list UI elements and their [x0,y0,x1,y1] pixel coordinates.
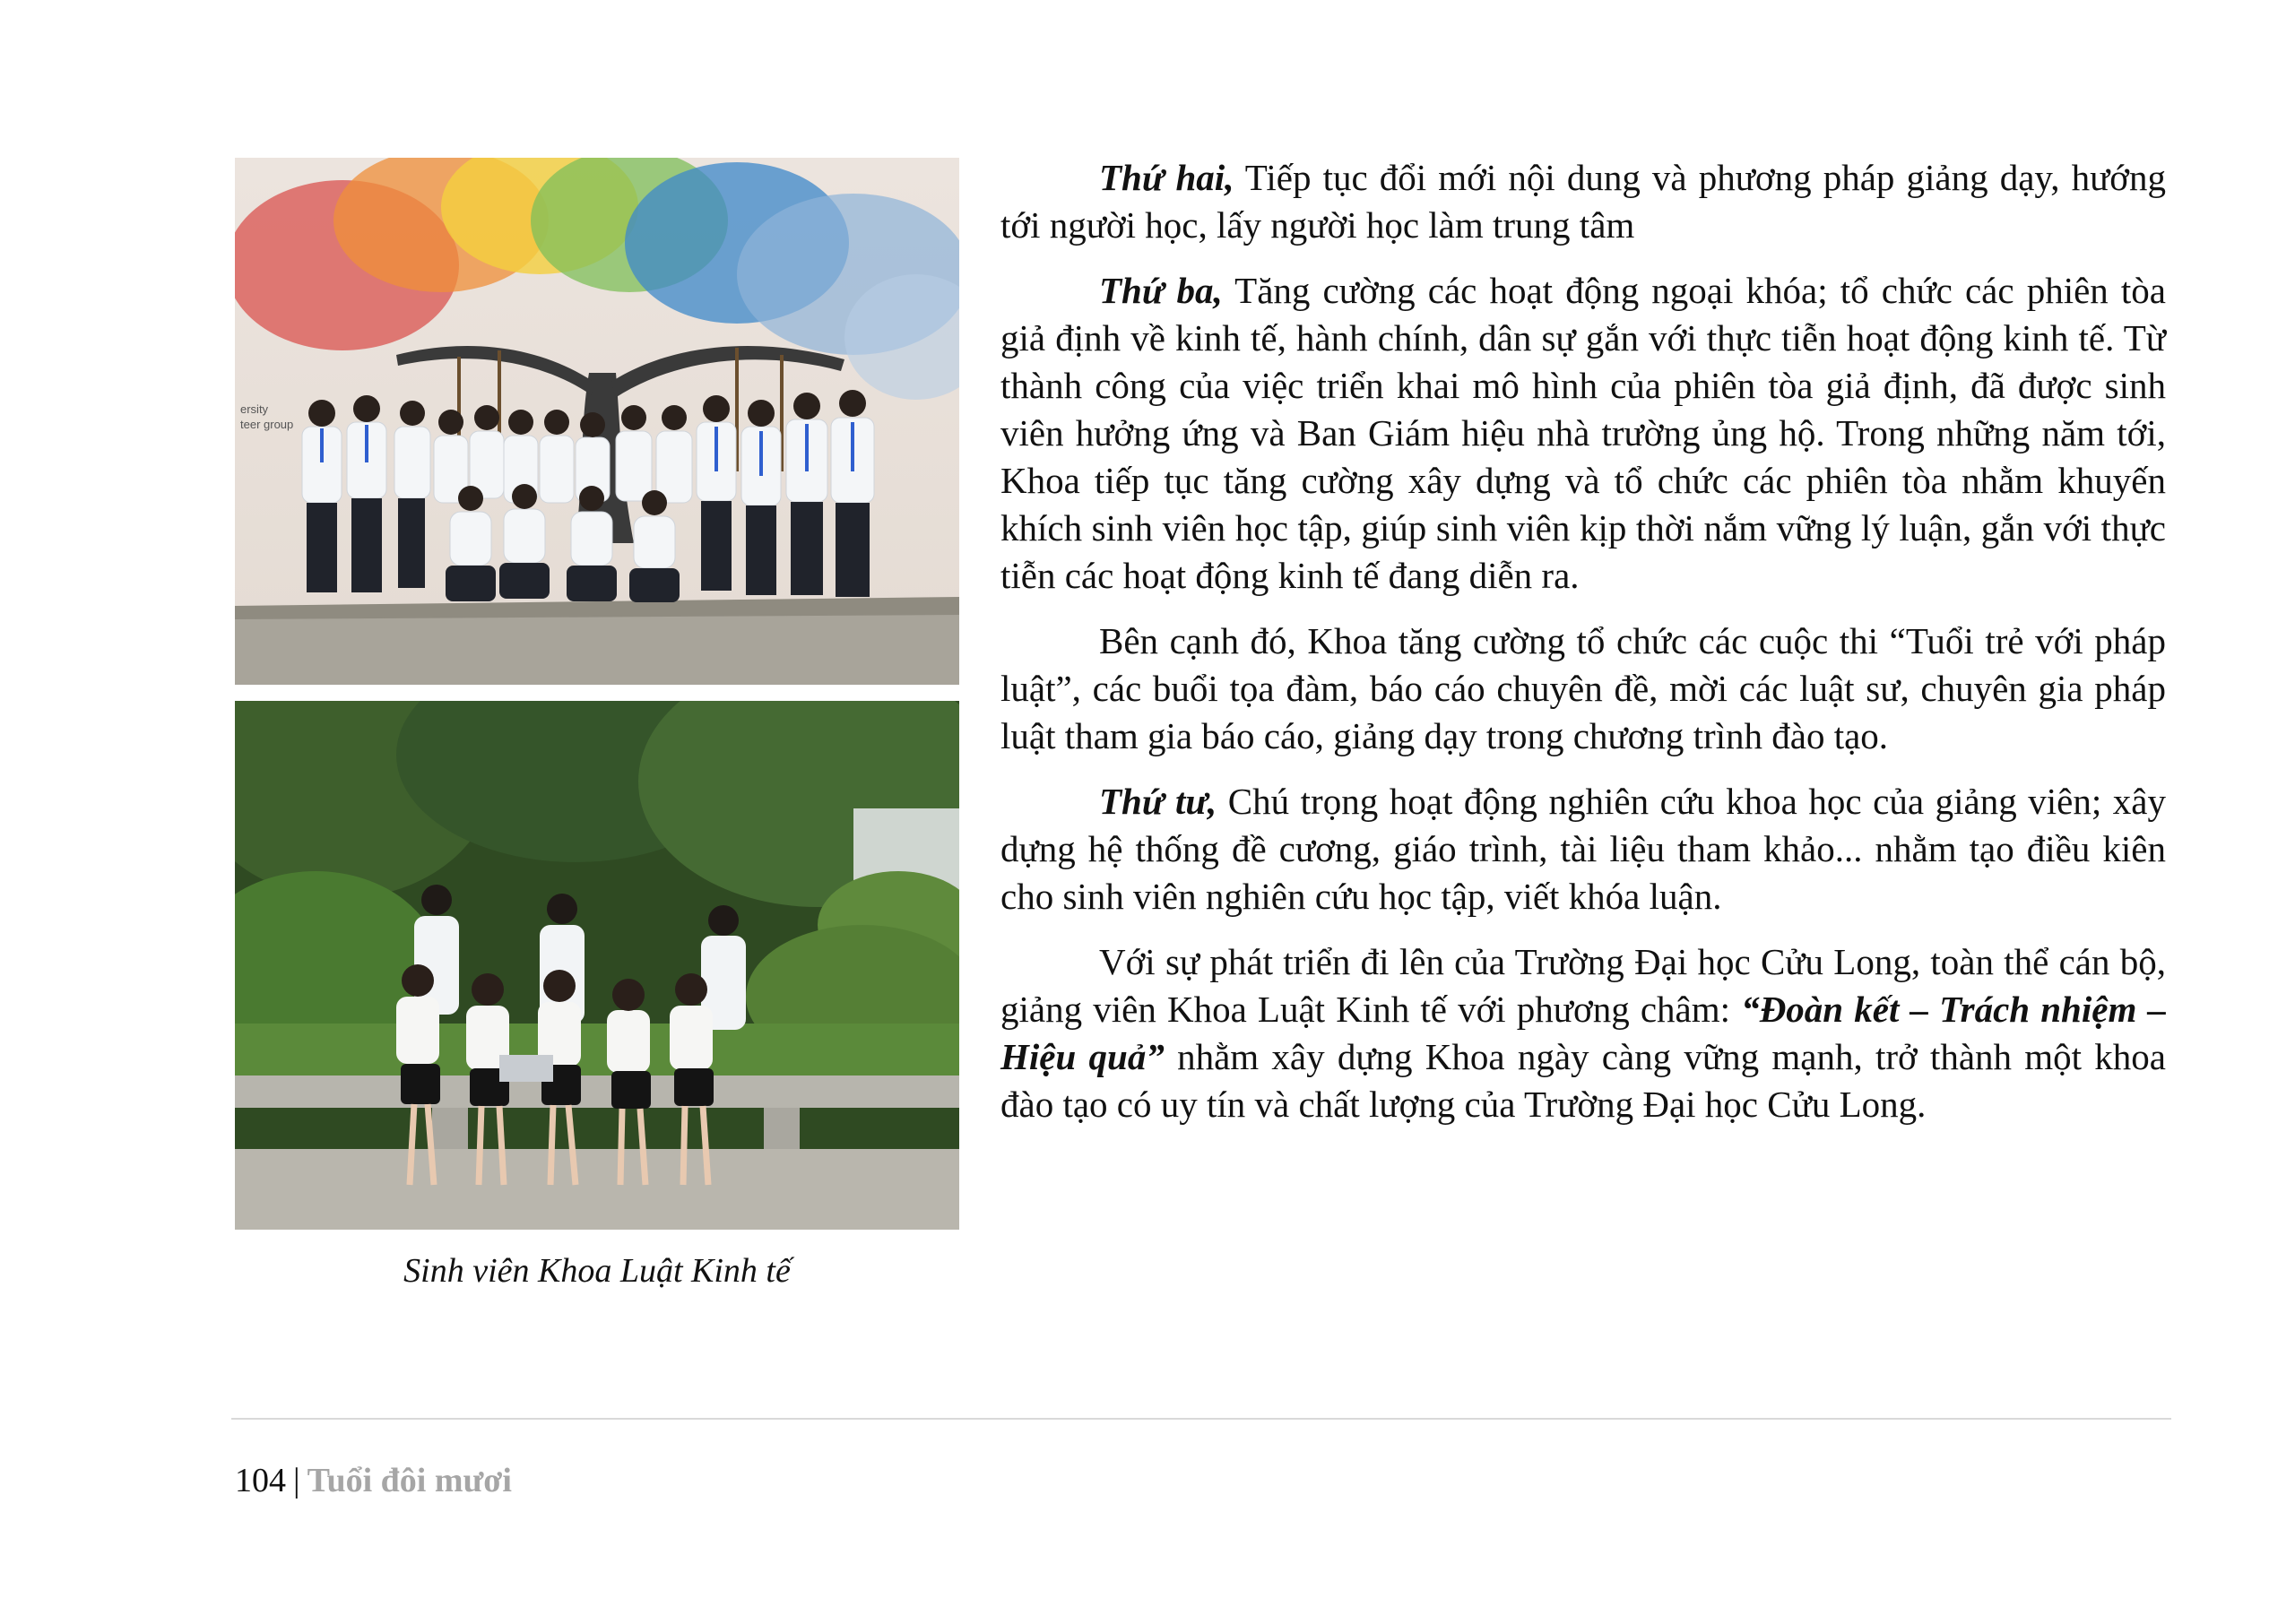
motto: “Đoàn kết – Trách nhiệm – Hiệu quả” [1000,989,2166,1077]
page-footer [235,1461,512,1500]
book-title: Tuổi đôi mươi [307,1462,512,1499]
paragraph-ben-canh [1000,618,2166,760]
paragraph-conclusion [1000,938,2166,1128]
paragraph-lead: Thứ ba, [1099,270,1223,311]
mural-sign-line1: ersity [240,402,269,416]
page-number: 104 [235,1462,286,1499]
footer-divider [231,1418,2171,1420]
paragraph-thu-ba [1000,267,2166,600]
tree-mural-photo [235,158,959,685]
paragraph-body: Bên cạnh đó, Khoa tăng cường tổ chức các cuộc thi “Tuổi trẻ với pháp luật”, các buổi tọa đàm, báo cáo chuyên đề, mời các luật sư, chuyên gia pháp luật tham gia báo cáo, giảng dạy trong chương trình đào tạo. [1000,620,2166,756]
body-text [1000,154,2166,1146]
paragraph-body: nhằm xây dựng Khoa ngày càng vững mạnh, trở thành một khoa đào tạo có uy tín và chất lượng của Trường Đại học Cửu Long. [1000,1036,2166,1125]
mural-sign-line2: teer group [240,418,294,431]
paragraph-body: Tiếp tục đổi mới nội dung và phương pháp giảng dạy, hướng tới người học, lấy người học làm trung tâm [1000,157,2166,246]
photo-students-park-bench [235,701,959,1230]
paragraph-body: Chú trọng hoạt động nghiên cứu khoa học của giảng viên; xây dựng hệ thống đề cương, giáo trình, tài liệu tham khảo... nhằm tạo điều kiên cho sinh viên nghiên cứu học tập, viết khóa luận. [1000,781,2166,917]
paragraph-lead: Thứ hai, [1099,157,1234,198]
photo-caption: Sinh viên Khoa Luật Kinh tế [403,1252,791,1290]
park-bench-photo [235,701,959,1230]
footer-separator: | [293,1462,300,1499]
paragraph-lead: Thứ tư, [1099,781,1217,822]
photo-students-tree-mural [235,158,959,685]
paragraph-body: Với sự phát triển đi lên của Trường Đại học Cửu Long, toàn thể cán bộ, giảng viên Khoa Luật Kinh tế với phương châm: [1000,941,2166,1030]
paragraph-thu-tu [1000,778,2166,920]
paragraph-thu-hai [1000,154,2166,249]
paragraph-body: Tăng cường các hoạt động ngoại khóa; tổ chức các phiên tòa giả định về kinh tế, hành chính, dân sự gắn với thực tiễn hoạt động kinh tế. Từ thành công của việc triển khai mô hình của phiên tòa giả định, đã được sinh viên hưởng ứng và Ban Giám hiệu nhà trường ủng hộ. Trong những năm tới, Khoa tiếp tục tăng cường xây dựng và tổ chức các phiên tòa nhằm khuyến khích sinh viên học tập, giúp sinh viên kịp thời nắm vững lý luận, gắn với thực tiễn các hoạt động kinh tế đang diễn ra. [1000,270,2166,596]
